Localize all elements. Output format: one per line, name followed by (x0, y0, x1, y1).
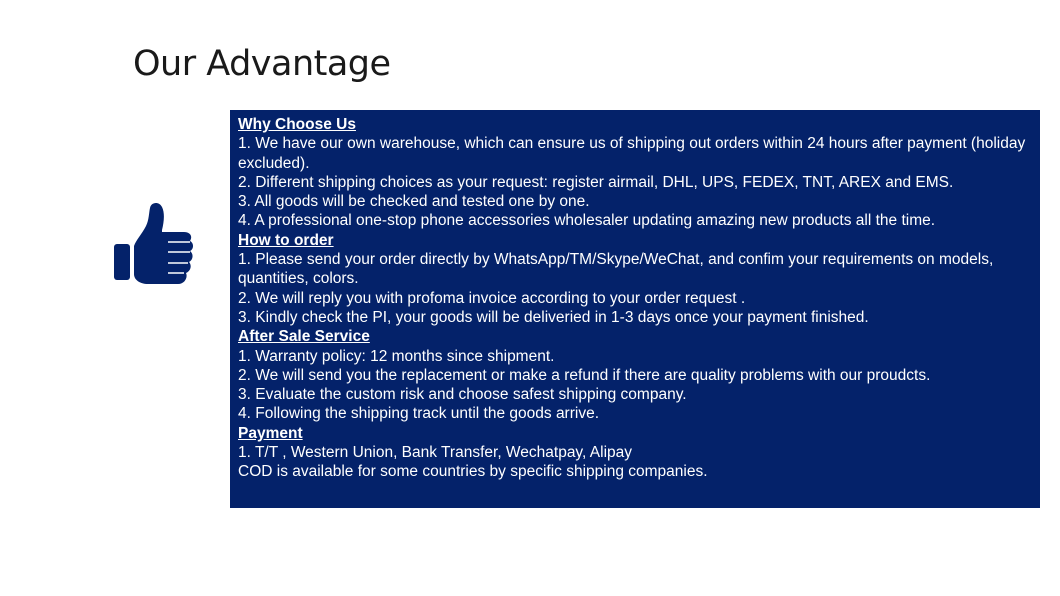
list-item: 3. Evaluate the custom risk and choose safest shipping company. (238, 386, 687, 404)
thumbs-up-icon (112, 200, 194, 288)
list-item: 3. All goods will be checked and tested one by one. (238, 193, 590, 211)
section-heading: Why Choose Us (238, 116, 356, 133)
section-after-sale-service (238, 327, 1032, 423)
section-payment (238, 424, 1032, 482)
list-item: 1. We have our own warehouse, which can ensure us of shipping out orders within 24 hours after payment (holiday excluded). (238, 135, 1026, 172)
list-item: 4. A professional one-stop phone accessories wholesaler updating amazing new products all the time. (238, 212, 936, 230)
list-item: 1. Warranty policy: 12 months since shipment. (238, 347, 555, 365)
page-title: Our Advantage (133, 44, 391, 84)
section-why-choose-us (238, 115, 1032, 231)
list-item: 2. We will send you the replacement or make a refund if there are quality problems with our proudcts. (238, 366, 931, 384)
list-item: 2. We will reply you with profoma invoice according to your order request . (238, 289, 746, 307)
list-item: 4. Following the shipping track until the goods arrive. (238, 405, 600, 423)
section-how-to-order (238, 231, 1032, 327)
section-heading: Payment (238, 424, 303, 442)
list-item: COD is available for some countries by specific shipping companies. (238, 463, 708, 481)
section-heading: How to order (238, 231, 334, 249)
list-item: 2. Different shipping choices as your request: register airmail, DHL, UPS, FEDEX, TNT, AREX and EMS. (238, 173, 954, 191)
section-heading: After Sale Service (238, 328, 370, 346)
list-item: 1. T/T , Western Union, Bank Transfer, Wechatpay, Alipay (238, 444, 633, 462)
list-item: 1. Please send your order directly by WhatsApp/TM/Skype/WeChat, and confim your requirements on models, quantities, colors. (238, 251, 994, 288)
list-item: 3. Kindly check the PI, your goods will be deliveried in 1-3 days once your payment finished. (238, 308, 869, 326)
advantage-panel (230, 110, 1040, 508)
